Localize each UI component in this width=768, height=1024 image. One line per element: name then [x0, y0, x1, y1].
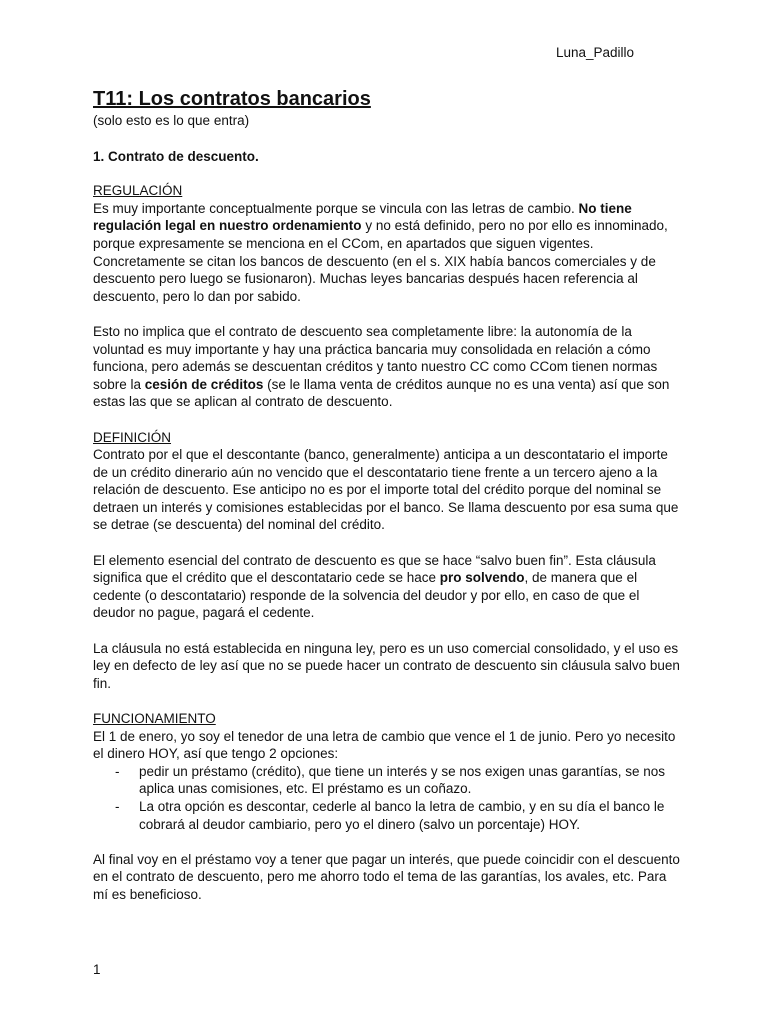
page-number: 1 — [93, 962, 101, 977]
funcionamiento-intro: El 1 de enero, yo soy el tenedor de una letra de cambio que vence el 1 de junio. Pero yo necesito el dinero HOY, así que tengo 2 opciones: — [93, 728, 676, 762]
dash-bullet: - — [115, 763, 120, 779]
bold-text: No tiene regulación legal en nuestro ordenamiento — [93, 200, 632, 234]
definicion-paragraph-1: Contrato por el que el descontante (banco, generalmente) anticipa a un descontatario el importe de un crédito dinerario aún no vencido que el descontatario tiene frente a un tercero ajeno a la relación de descuento. Ese anticipo no es por el importe total del crédito porque del nominal se detraen un interés y comisiones establecidas por el banco. Se llama descuento por esa suma que se detrae (se descuenta) del nominal del crédito. — [93, 447, 679, 533]
document-body — [93, 86, 683, 921]
definicion-paragraph-3: La cláusula no está establecida en ninguna ley, pero es un uso comercial consolidado, y el uso es ley en defecto de ley así que no se puede hacer un contrato de descuento sin cláusula salvo buen fin. — [93, 640, 680, 691]
section-title: 1. Contrato de descuento. — [93, 148, 259, 164]
bold-text: cesión de créditos — [144, 376, 264, 392]
list-item: - La otra opción es descontar, cederle al banco la letra de cambio, y en su día el banco le cobrará al deudor cambiario, pero yo el dinero (salvo un porcentaje) HOY. — [115, 798, 665, 832]
document-subtitle: (solo esto es lo que entra) — [93, 113, 250, 128]
dash-bullet: - — [115, 798, 120, 814]
definicion-paragraph-2: El elemento esencial del contrato de descuento es que se hace “salvo buen fin”. Esta cláusula significa que el crédito que el descontatario cede se hace pro solvendo, de manera que el cedente (o descontatario) responde de la solvencia del deudor y por ello, en caso de que el deudor no pague, pagará el cedente. — [93, 552, 656, 621]
heading-definicion: DEFINICIÓN — [93, 429, 172, 445]
bold-text: pro solvendo — [439, 570, 525, 586]
list-item: - pedir un préstamo (crédito), que tiene un interés y se nos exigen unas garantías, se nos aplica unas comisiones, etc. El préstamo es un coñazo. — [115, 763, 666, 797]
document-title: T11: Los contratos bancarios — [93, 88, 371, 110]
heading-funcionamiento: FUNCIONAMIENTO — [93, 711, 216, 726]
options-list — [93, 763, 683, 833]
heading-regulacion: REGULACIÓN — [93, 183, 183, 199]
regulacion-paragraph-2: Esto no implica que el contrato de descuento sea completamente libre: la autonomía de la voluntad es muy importante y hay una práctica bancaria muy consolidada en relación a cómo funciona, pero además se descuentan créditos y tanto nuestro CC como CCom tienen normas sobre la cesión de créditos (se le llama venta de créditos aunque no es una venta) así que son estas las que se aplican al contrato de descuento. — [93, 323, 670, 410]
regulacion-paragraph-1: Es muy importante conceptualmente porque se vincula con las letras de cambio. No tiene regulación legal en nuestro ordenamiento y no está definido, pero no por ello es innominado, porque expresamente se menciona en el CCom, en apartados que siguen vigentes. Concretamente se citan los bancos de descuento (en el s. XIX había bancos comerciales y de descuento pero luego se fusionaron). Muchas leyes bancarias después hacen referencia al descuento, pero lo dan por sabido. — [93, 200, 668, 304]
funcionamiento-conclusion: Al final voy en el préstamo voy a tener que pagar un interés, que puede coincidir con el descuento en el contrato de descuento, pero me ahorro todo el tema de las garantías, los avales, etc. Para mí es beneficioso. — [93, 851, 680, 902]
author-name: Luna_Padillo — [556, 45, 635, 60]
